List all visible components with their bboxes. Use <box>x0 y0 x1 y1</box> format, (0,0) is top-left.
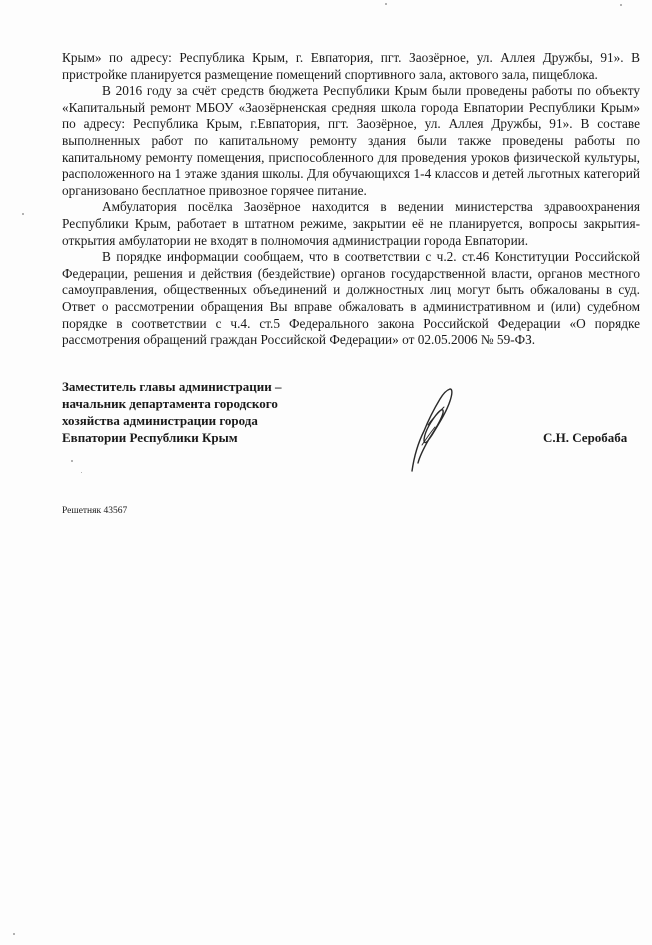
scan-artifact <box>13 933 15 935</box>
signatory-title <box>62 378 312 446</box>
paragraph-school-repair: В 2016 году за счёт средств бюджета Республики Крым были проведены работы по объекту «Капитальный ремонт МБОУ «Заозёрненская средняя школа города Евпатории Республики Крым» по адресу: Республика Крым, г.Евпатория, пгт. Заозёрное, ул. Аллея Дружбы, 91». В составе выполненных работ по капитальному ремонту здания были также проведены работы по капитальному ремонту помещения, приспособленного для проведения уроков физической культуры, расположенного на 1 этаже здания школы. Для обучающихся 1-4 классов и детей льготных категорий организовано бесплатное привозное горячее питание. <box>62 83 640 198</box>
executor-info: Решетняк 43567 <box>62 506 128 516</box>
scan-artifact <box>385 3 387 5</box>
scan-artifact <box>22 213 24 215</box>
handwritten-signature <box>398 385 460 477</box>
signatory-title-line: начальник департамента городского <box>62 396 278 411</box>
paragraph-appeal-rights: В порядке информации сообщаем, что в соответствии с ч.2. ст.46 Конституции Российской Федерации, решения и действия (бездействие) органов государственной власти, органов местного самоуправления, общественных объединений и должностных лиц могут быть обжалованы в суд. Ответ о рассмотрении обращения Вы вправе обжаловать в административном и (или) судебном порядке в соответствии с ч.4. ст.5 Федерального закона Российской Федерации «О порядке рассмотрения обращений граждан Российской Федерации» от 02.05.2006 № 59-ФЗ. <box>62 249 640 348</box>
letter-body <box>62 50 640 349</box>
signatory-title-line: Заместитель главы администрации – <box>62 379 282 394</box>
paragraph-continuation: Крым» по адресу: Республика Крым, г. Евпатория, пгт. Заозёрное, ул. Аллея Дружбы, 91». В пристройке планируется размещение помещений спортивного зала, актового зала, пищеблока. <box>62 50 640 82</box>
paragraph-ambulatory: Амбулатория посёлка Заозёрное находится в ведении министерства здравоохранения Республики Крым, работает в штатном режиме, закрытии её не планируется, вопросы закрытия-открытия амбулатории не входят в полномочия администрации города Евпатории. <box>62 199 640 248</box>
scan-artifact <box>71 460 73 462</box>
signatory-title-line: хозяйства администрации города <box>62 413 258 428</box>
signatory-title-line: Евпатории Республики Крым <box>62 430 238 445</box>
signer-name: С.Н. Серобаба <box>543 430 628 445</box>
scan-artifact <box>620 4 622 6</box>
scan-artifact <box>81 472 82 473</box>
